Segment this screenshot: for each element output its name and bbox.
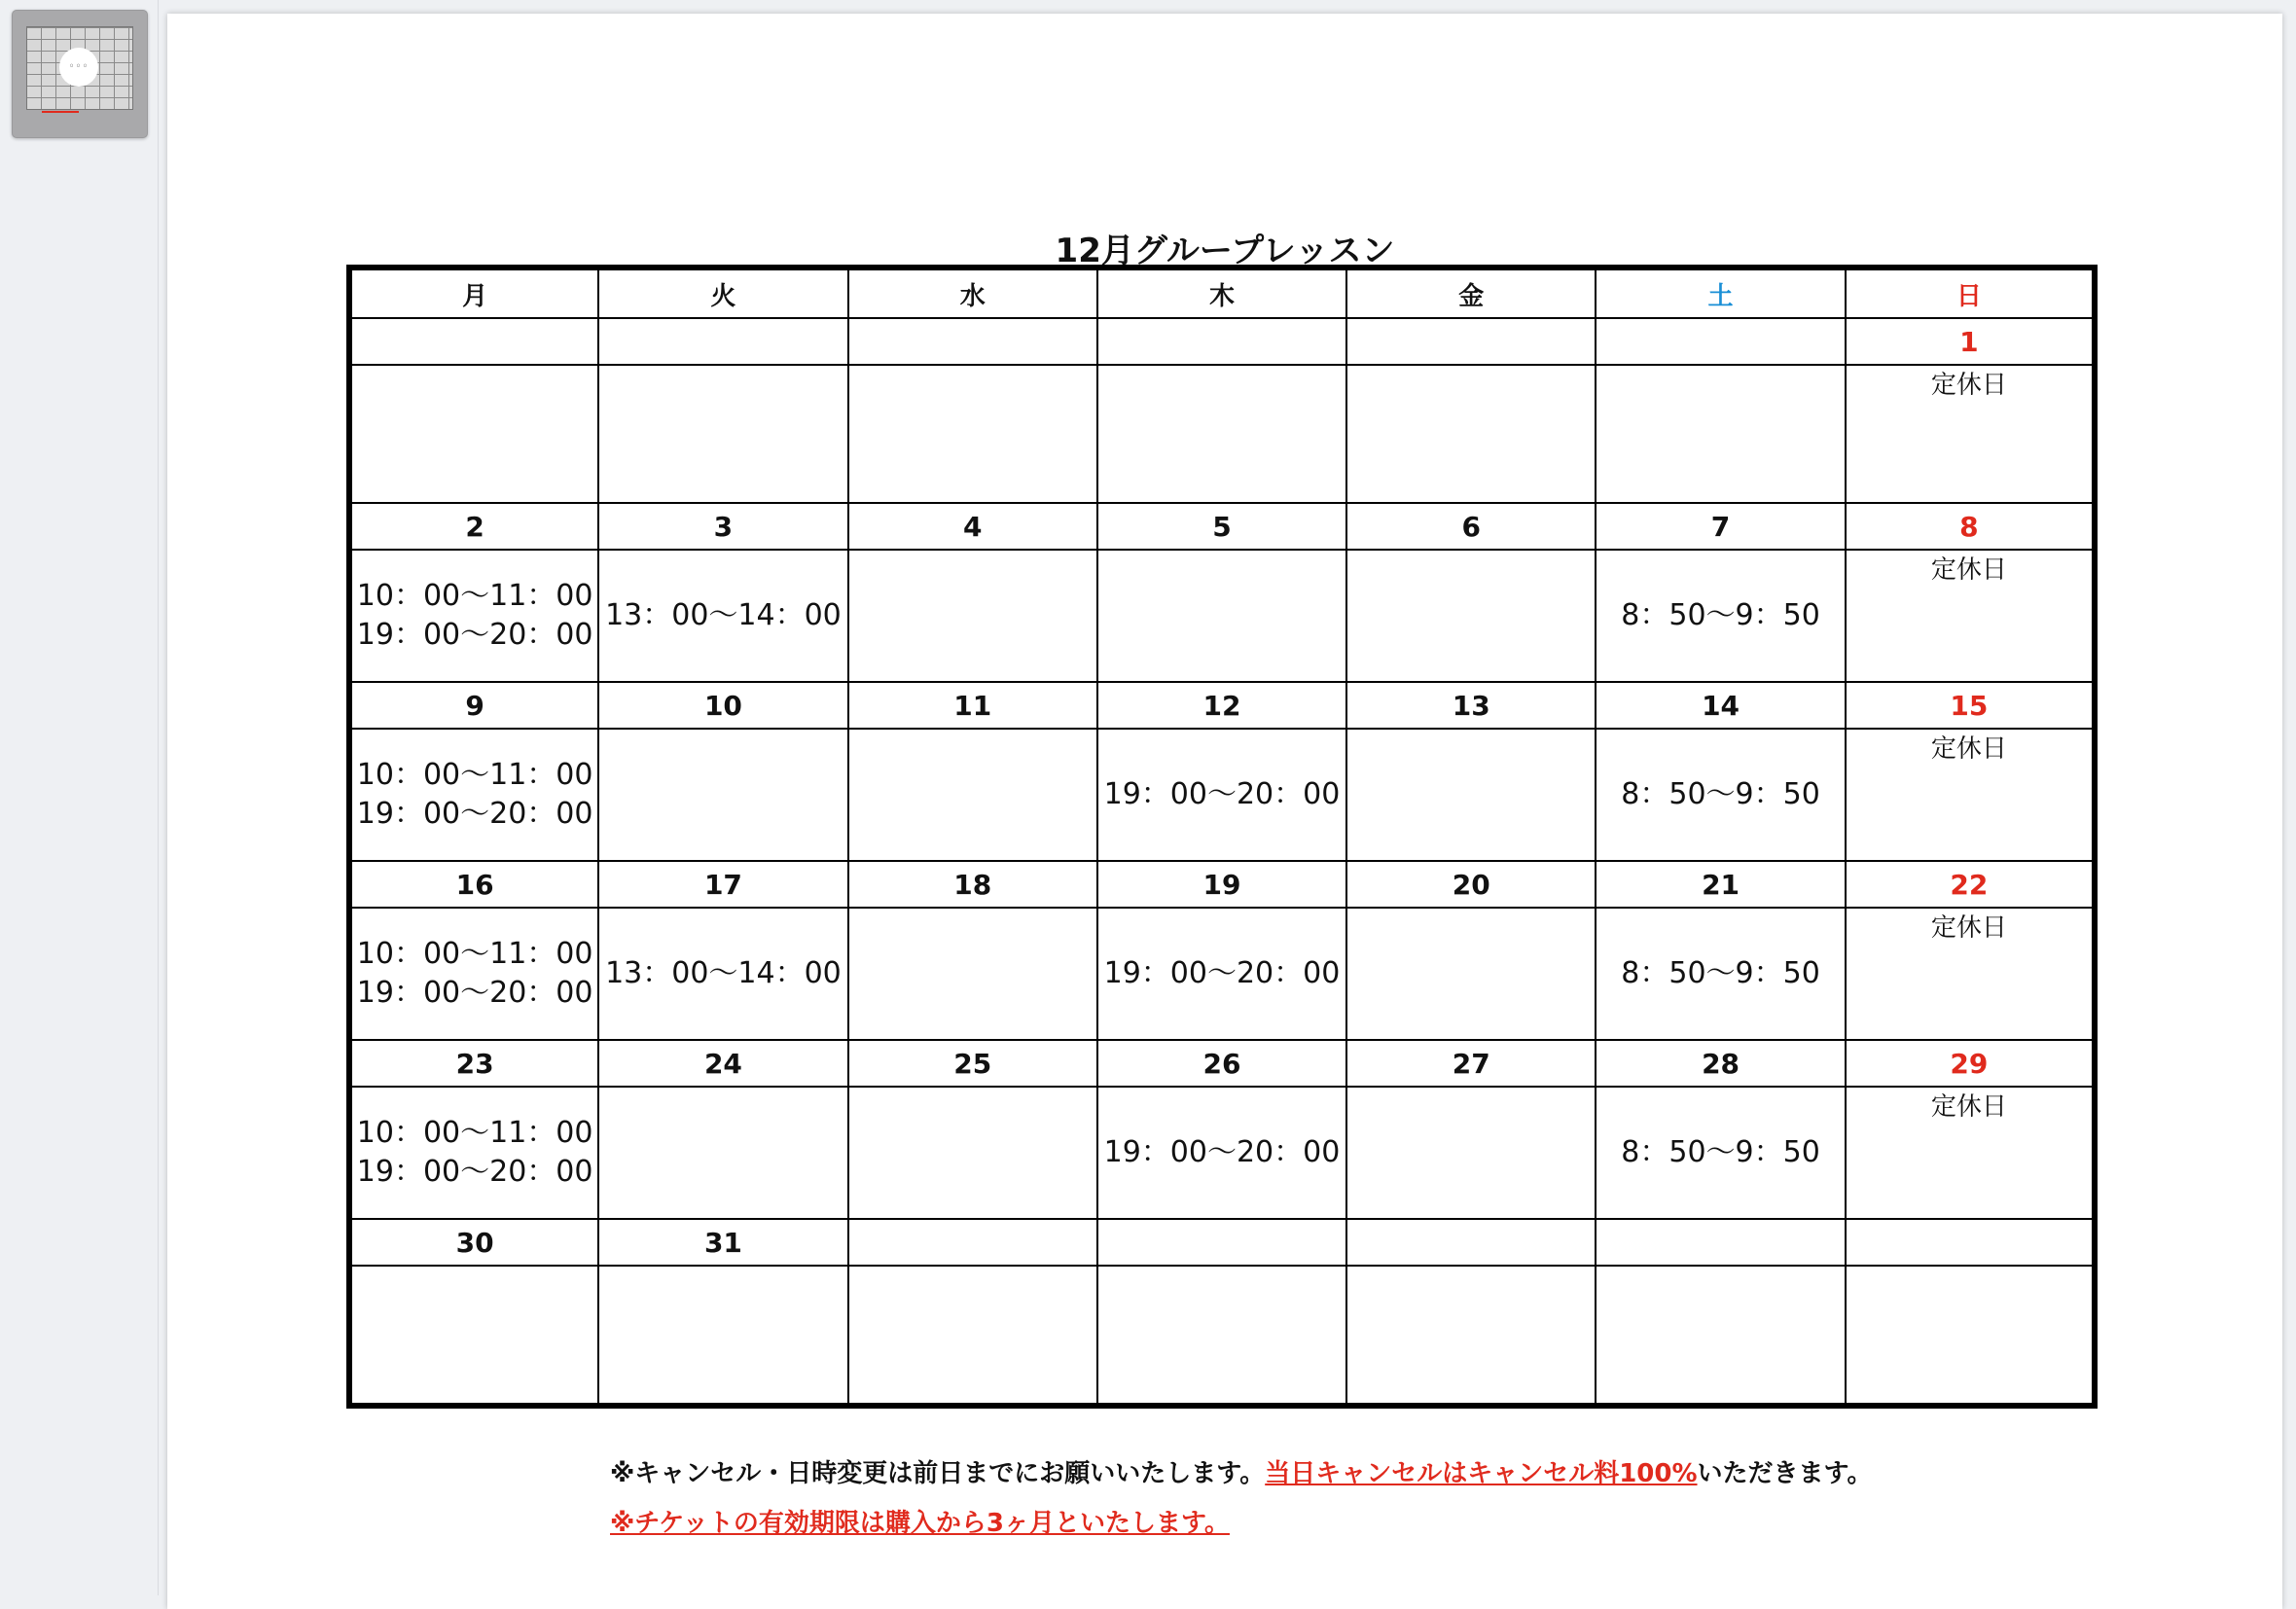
- date-cell: 27: [1346, 1040, 1596, 1087]
- date-cell: 8: [1846, 503, 2095, 550]
- lesson-time-cell: [349, 365, 598, 503]
- lesson-time-cell: [1346, 365, 1596, 503]
- lesson-time-cell: [1346, 1087, 1596, 1219]
- date-cell: [1846, 1219, 2095, 1266]
- lesson-time-cell: [848, 1087, 1097, 1219]
- date-cell: 14: [1596, 682, 1845, 729]
- date-cell: 1: [1846, 318, 2095, 365]
- lesson-time-cell: [848, 729, 1097, 861]
- date-cell: 11: [848, 682, 1097, 729]
- weekday-sun: 日: [1846, 268, 2095, 318]
- lesson-time-cell: [1097, 1266, 1346, 1406]
- date-row: [349, 318, 2095, 365]
- date-cell: [848, 318, 1097, 365]
- lesson-row: [349, 365, 2095, 503]
- lesson-time-cell: [1346, 729, 1596, 861]
- lesson-time-cell: [848, 1266, 1097, 1406]
- date-cell: [1346, 1219, 1596, 1266]
- date-cell: 12: [1097, 682, 1346, 729]
- date-cell: [1097, 318, 1346, 365]
- lesson-row: [349, 550, 2095, 682]
- lesson-time-cell: 13：00〜14：00: [598, 550, 847, 682]
- weekday-header-row: [349, 268, 2095, 318]
- lesson-time-cell: [349, 1266, 598, 1406]
- date-cell: 9: [349, 682, 598, 729]
- date-cell: 23: [349, 1040, 598, 1087]
- page-title: 12月グループレッスン: [1055, 232, 1395, 270]
- closed-day-cell: 定休日: [1846, 1087, 2095, 1219]
- date-cell: 25: [848, 1040, 1097, 1087]
- notes: [610, 1453, 1872, 1553]
- lesson-row: [349, 729, 2095, 861]
- closed-day-cell: [1846, 1266, 2095, 1406]
- lesson-time-cell: 19：00〜20：00: [1097, 1087, 1346, 1219]
- lesson-time-cell: 8：50〜9：50: [1596, 550, 1845, 682]
- lesson-calendar: [346, 265, 2098, 1409]
- weekday-sat: 土: [1596, 268, 1845, 318]
- date-cell: [1097, 1219, 1346, 1266]
- lesson-time-cell: [848, 365, 1097, 503]
- date-cell: 4: [848, 503, 1097, 550]
- lesson-time-cell: [1596, 1266, 1845, 1406]
- date-cell: 19: [1097, 861, 1346, 908]
- thumbnail-sidebar: [0, 0, 159, 1595]
- cancel-fee-note: 当日キャンセルはキャンセル料100%: [1265, 1459, 1698, 1488]
- lesson-time-cell: [848, 550, 1097, 682]
- date-row: [349, 1040, 2095, 1087]
- cancel-note-end: いただきます。: [1697, 1459, 1873, 1488]
- lesson-time-cell: 8：50〜9：50: [1596, 1087, 1845, 1219]
- closed-day-cell: 定休日: [1846, 365, 2095, 503]
- date-cell: 29: [1846, 1040, 2095, 1087]
- date-cell: [1346, 318, 1596, 365]
- cancel-note: [610, 1453, 1872, 1489]
- weekday-thu: 木: [1097, 268, 1346, 318]
- lesson-time-cell: [1346, 1266, 1596, 1406]
- date-cell: 15: [1846, 682, 2095, 729]
- date-cell: 26: [1097, 1040, 1346, 1087]
- date-cell: 24: [598, 1040, 847, 1087]
- document-page: [167, 14, 2282, 1609]
- date-cell: [1596, 1219, 1845, 1266]
- date-cell: 16: [349, 861, 598, 908]
- lesson-time-cell: 10：00〜11：00 19：00〜20：00: [349, 550, 598, 682]
- lesson-time-cell: [848, 908, 1097, 1040]
- date-cell: 6: [1346, 503, 1596, 550]
- lesson-time-cell: 19：00〜20：00: [1097, 729, 1346, 861]
- date-row: [349, 503, 2095, 550]
- lesson-time-cell: 8：50〜9：50: [1596, 729, 1845, 861]
- date-cell: 3: [598, 503, 847, 550]
- lesson-time-cell: [598, 729, 847, 861]
- date-cell: 21: [1596, 861, 1845, 908]
- date-cell: 31: [598, 1219, 847, 1266]
- lesson-time-cell: [1097, 550, 1346, 682]
- lesson-time-cell: [1596, 365, 1845, 503]
- date-cell: 2: [349, 503, 598, 550]
- lesson-time-cell: [598, 365, 847, 503]
- lesson-row: [349, 1087, 2095, 1219]
- lesson-time-cell: 8：50〜9：50: [1596, 908, 1845, 1040]
- closed-day-cell: 定休日: [1846, 550, 2095, 682]
- page-options-icon[interactable]: ◦◦◦: [59, 48, 98, 87]
- date-row: [349, 682, 2095, 729]
- weekday-mon: 月: [349, 268, 598, 318]
- closed-day-cell: 定休日: [1846, 908, 2095, 1040]
- thumbnail-red-line: [42, 111, 79, 113]
- lesson-time-cell: 10：00〜11：00 19：00〜20：00: [349, 908, 598, 1040]
- lesson-time-cell: 10：00〜11：00 19：00〜20：00: [349, 729, 598, 861]
- lesson-row: [349, 1266, 2095, 1406]
- cancel-note-text: ※キャンセル・日時変更は前日までにお願いいたします。: [610, 1459, 1266, 1488]
- weekday-wed: 水: [848, 268, 1097, 318]
- lesson-row: [349, 908, 2095, 1040]
- ticket-expiry-note: ※チケットの有効期限は購入から3ヶ月といたします。: [610, 1509, 1230, 1538]
- lesson-time-cell: 10：00〜11：00 19：00〜20：00: [349, 1087, 598, 1219]
- date-cell: 13: [1346, 682, 1596, 729]
- lesson-time-cell: [598, 1087, 847, 1219]
- date-cell: 20: [1346, 861, 1596, 908]
- date-cell: 30: [349, 1219, 598, 1266]
- lesson-time-cell: 13：00〜14：00: [598, 908, 847, 1040]
- date-cell: 17: [598, 861, 847, 908]
- lesson-time-cell: [598, 1266, 847, 1406]
- lesson-time-cell: [1346, 550, 1596, 682]
- date-cell: [598, 318, 847, 365]
- date-cell: [349, 318, 598, 365]
- date-cell: 10: [598, 682, 847, 729]
- lesson-time-cell: [1097, 365, 1346, 503]
- weekday-tue: 火: [598, 268, 847, 318]
- date-cell: 28: [1596, 1040, 1845, 1087]
- date-row: [349, 1219, 2095, 1266]
- lesson-time-cell: [1346, 908, 1596, 1040]
- date-cell: [1596, 318, 1845, 365]
- date-cell: 22: [1846, 861, 2095, 908]
- closed-day-cell: 定休日: [1846, 729, 2095, 861]
- date-row: [349, 861, 2095, 908]
- page-thumbnail[interactable]: [12, 10, 148, 138]
- date-cell: [848, 1219, 1097, 1266]
- date-cell: 7: [1596, 503, 1845, 550]
- date-cell: 5: [1097, 503, 1346, 550]
- weekday-fri: 金: [1346, 268, 1596, 318]
- lesson-time-cell: 19：00〜20：00: [1097, 908, 1346, 1040]
- date-cell: 18: [848, 861, 1097, 908]
